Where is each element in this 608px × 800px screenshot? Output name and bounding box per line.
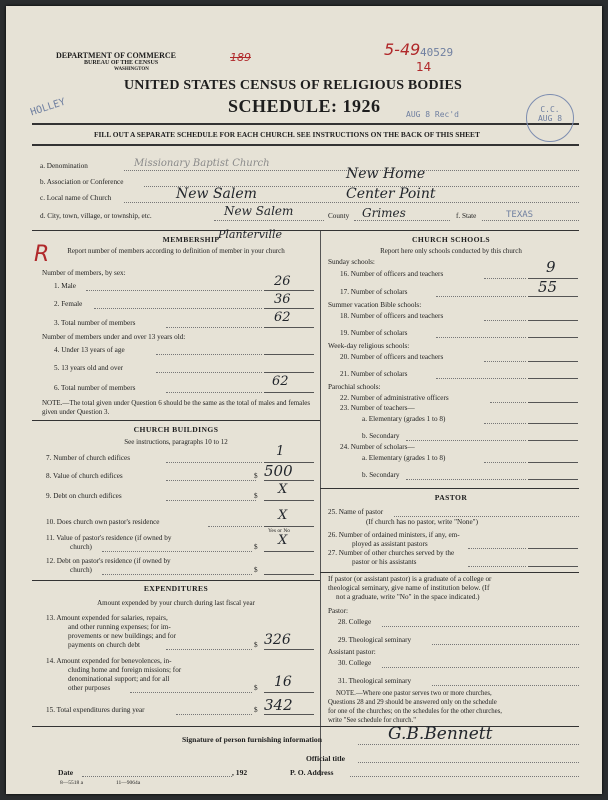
q17-value: 55 — [538, 278, 558, 296]
q25-note: (If church has no pastor, write "None") — [366, 518, 478, 526]
local-name-label: c. Local name of Church — [40, 194, 112, 202]
membership-rule — [32, 420, 320, 421]
column-divider — [320, 231, 321, 776]
q13-line-2: and other running expenses; for im- — [68, 623, 171, 631]
parochial-schools-label: Parochial schools: — [328, 383, 381, 391]
q10-value: X — [278, 508, 288, 523]
state-label: f. State — [456, 212, 477, 220]
bureau-label: BUREAU OF THE CENSUS — [84, 60, 159, 66]
buildings-heading: CHURCH BUILDINGS — [133, 425, 219, 434]
q14-dollar: $ — [254, 684, 258, 692]
q8-dots — [166, 480, 256, 481]
q13-line-4: payments on church debt — [68, 641, 141, 649]
q7-edifices: 7. Number of church edifices — [46, 454, 131, 462]
q13-dots — [166, 649, 252, 650]
q5-13-and-over: 5. 13 years old and over — [54, 364, 124, 372]
q2-dots — [94, 308, 262, 309]
signature-value: G.B.Bennett — [388, 724, 493, 744]
schools-heading: CHURCH SCHOOLS — [412, 235, 490, 244]
q4-dots — [156, 354, 262, 355]
q23-teachers: 23. Number of teachers— — [340, 404, 415, 412]
official-title-line — [358, 762, 579, 763]
q14-value: 16 — [274, 674, 292, 690]
q9-dots — [166, 500, 256, 501]
expenditures-heading: EXPENDITURES — [143, 584, 209, 593]
association-label: b. Association or Conference — [40, 178, 124, 186]
q19-answer-line — [528, 337, 578, 338]
form-number: 8—5518 a — [60, 780, 84, 786]
q3-value: 62 — [274, 310, 291, 325]
q9-debt-edifices: 9. Debt on church edifices — [46, 492, 122, 500]
yes-or-no-hint: Yes or No — [268, 528, 291, 534]
city-label-d: d. City, town, village, or township, etc. — [40, 212, 152, 220]
denomination-value: Missionary Baptist Church — [134, 158, 270, 169]
q14-line-2: cluding home and foreign missions; for — [68, 666, 182, 674]
q2-female: 2. Female — [54, 300, 83, 308]
q23b-answer-line — [528, 440, 578, 441]
q22-admin-officers: 22. Number of administrative officers — [340, 394, 449, 402]
q17-answer-line — [528, 296, 578, 297]
q3-total: 3. Total number of members — [54, 319, 136, 327]
serial-stamp: 40529 — [420, 46, 454, 59]
q15-dots — [176, 714, 252, 715]
q24b-answer-line — [528, 479, 578, 480]
city-value: New Salem — [224, 204, 294, 218]
q12-line-2: church) — [70, 566, 92, 574]
q27-dots — [468, 566, 526, 567]
instructions-banner: FILL OUT A SEPARATE SCHEDULE FOR EACH CHURCH. SEE INSTRUCTIONS ON THE BACK OF THIS SHEET — [94, 130, 480, 139]
q11-answer-line — [264, 551, 314, 552]
q18-dots — [484, 320, 526, 321]
q6-value: 62 — [272, 374, 289, 389]
local-name-value-1: New Salem — [176, 186, 257, 202]
schools-subheading: Report here only schools conducted by this church — [380, 247, 522, 255]
pastor-rule — [320, 572, 579, 573]
q24a-elementary: a. Elementary (grades 1 to 8) — [362, 454, 446, 462]
pastor-note-2: Questions 28 and 29 should be answered only on the schedule — [328, 699, 497, 706]
graduate-instructions-2: theological seminary, give name of institution below. (If — [328, 584, 490, 592]
q27-line-2: pastor or his assistants — [352, 558, 417, 566]
q12-answer-line — [264, 574, 314, 575]
header-rule-top — [32, 123, 579, 125]
q6-total: 6. Total number of members — [54, 384, 136, 392]
round-stamp-text-1: C.C. — [540, 105, 560, 114]
membership-subheading: Report number of members according to definition of member in your church — [67, 247, 285, 255]
q24-scholars: 24. Number of scholars— — [340, 443, 415, 451]
q14-line-3: denominational support; and for all — [68, 675, 170, 683]
official-title-label: Official title — [306, 754, 346, 763]
schedule-title: SCHEDULE: 1926 — [228, 96, 381, 116]
q17-dots — [436, 296, 526, 297]
pastor-note-3: for one of the churches; on the schedules for the other churches, — [328, 708, 503, 715]
q23b-dots — [406, 440, 526, 441]
buildings-rule — [32, 580, 320, 581]
membership-heading: MEMBERSHIP — [162, 235, 220, 244]
assistant-pastor-subhead: Assistant pastor: — [328, 648, 376, 656]
graduate-instructions-1: If pastor (or assistant pastor) is a graduate of a college or — [328, 575, 492, 583]
holley-stamp: HOLLEY — [29, 96, 67, 119]
q24a-answer-line — [528, 462, 578, 463]
q11-value: X — [278, 533, 288, 548]
round-stamp — [526, 94, 574, 142]
q20-dots — [484, 361, 526, 362]
q12-line-1: 12. Debt on pastor's residence (if owned by — [46, 557, 171, 565]
q4-under-13: 4. Under 13 years of age — [54, 346, 125, 354]
q2-answer-line — [264, 308, 314, 309]
q19-scholars: 19. Number of scholars — [340, 329, 408, 337]
q31-seminary: 31. Theological seminary — [338, 677, 412, 685]
pastor-note-1: NOTE.—Where one pastor serves two or more churches, — [336, 690, 492, 697]
q5-dots — [156, 372, 262, 373]
q30-college: 30. College — [338, 659, 372, 667]
denomination-label: a. Denomination — [40, 162, 88, 170]
red-subnumber: 14 — [416, 60, 432, 74]
q13-value: 326 — [264, 632, 291, 648]
city-line — [214, 220, 324, 221]
po-address-label: P. O. Address — [290, 768, 334, 777]
schools-rule — [320, 488, 579, 489]
q15-value: 342 — [264, 696, 293, 714]
q23a-dots — [484, 423, 526, 424]
top-number: 189 — [230, 51, 251, 64]
q13-line-1: 13. Amount expended for salaries, repairs, — [46, 614, 168, 622]
state-line — [482, 220, 579, 221]
q27-line-1: 27. Number of other churches served by the — [328, 549, 455, 557]
q1-dots — [86, 290, 262, 291]
q3-answer-line — [264, 327, 314, 328]
q8-answer-line — [264, 480, 314, 481]
q8-value: 500 — [264, 462, 293, 480]
q22-dots — [490, 402, 526, 403]
q15-answer-line — [264, 714, 314, 715]
q11-line-2: church) — [70, 543, 92, 551]
q7-dots — [166, 462, 262, 463]
print-number: 11—9064a — [116, 780, 141, 786]
census-schedule-sheet — [6, 6, 602, 794]
q3-dots — [166, 327, 262, 328]
signature-line — [358, 744, 579, 745]
q13-answer-line — [264, 649, 314, 650]
q24b-dots — [406, 479, 526, 480]
local-name-line — [124, 202, 579, 203]
q13-dollar: $ — [254, 641, 258, 649]
pastor-subhead: Pastor: — [328, 607, 348, 615]
q8-value-edifices: 8. Value of church edifices — [46, 472, 123, 480]
local-name-value-2: Center Point — [346, 186, 436, 202]
q25-pastor-name: 25. Name of pastor — [328, 508, 384, 516]
q1-male: 1. Male — [54, 282, 76, 290]
expenditures-subheading: Amount expended by your church during last fiscal year — [97, 599, 255, 607]
q29-seminary: 29. Theological seminary — [338, 636, 412, 644]
q21-answer-line — [528, 378, 578, 379]
q1-answer-line — [264, 290, 314, 291]
q26-answer-line — [528, 548, 578, 549]
received-stamp: AUG 8 Rec'd — [406, 110, 459, 119]
q12-dollar: $ — [254, 566, 258, 574]
membership-note: NOTE.—The total given under Question 6 should be the same as the total of males and females given under Question 3. — [42, 399, 311, 416]
county-label: County — [328, 212, 350, 220]
q9-value: X — [278, 482, 288, 497]
q31-dots — [432, 685, 579, 686]
q14-line-1: 14. Amount expended for benevolences, in- — [46, 657, 172, 665]
q9-dollar: $ — [254, 492, 258, 500]
q10-dots — [208, 526, 262, 527]
q6-answer-line — [264, 392, 314, 393]
q6-dots — [166, 392, 262, 393]
round-stamp-text-2: AUG 8 — [537, 114, 563, 123]
q26-dots — [468, 548, 526, 549]
q20-answer-line — [528, 361, 578, 362]
q21-dots — [436, 378, 526, 379]
members-under-over: Number of members under and over 13 years old: — [42, 333, 186, 341]
pastor-note-4: write "See schedule for church." — [328, 717, 417, 724]
county-line — [354, 220, 450, 221]
date-label: Date — [58, 768, 74, 777]
q28-college: 28. College — [338, 618, 372, 626]
city-label: WASHINGTON — [114, 67, 149, 72]
q2-value: 36 — [274, 292, 291, 307]
q18-officers: 18. Number of officers and teachers — [340, 312, 444, 320]
q23a-elementary: a. Elementary (grades 1 to 8) — [362, 415, 446, 423]
members-by-sex: Number of members, by sex: — [42, 269, 126, 277]
header-rule-bottom — [32, 144, 579, 146]
date-line — [82, 776, 232, 777]
date-year: , 192 — [232, 768, 248, 777]
q11-dots — [102, 551, 252, 552]
sunday-schools-label: Sunday schools: — [328, 258, 375, 266]
q30-dots — [382, 667, 579, 668]
q18-answer-line — [528, 320, 578, 321]
graduate-instructions-3: not a graduate, write "No" in the space indicated.) — [336, 593, 480, 601]
identity-rule — [32, 230, 579, 231]
association-value: New Home — [346, 166, 426, 182]
department-label: DEPARTMENT OF COMMERCE — [56, 51, 177, 60]
q28-dots — [382, 626, 579, 627]
county-value: Grimes — [362, 206, 406, 220]
q22-answer-line — [528, 402, 578, 403]
q14-line-4: other purposes — [68, 684, 111, 692]
q15-dollar: $ — [254, 706, 258, 714]
q26-line-1: 26. Number of ordained ministers, if any, em- — [328, 531, 460, 539]
q5-answer-line — [264, 372, 314, 373]
q17-scholars: 17. Number of scholars — [340, 288, 408, 296]
q16-dots — [484, 278, 526, 279]
q27-answer-line — [528, 566, 578, 567]
q29-dots — [432, 644, 579, 645]
buildings-subheading: See instructions, paragraphs 10 to 12 — [124, 438, 228, 446]
state-value: TEXAS — [506, 210, 534, 220]
q19-dots — [436, 337, 526, 338]
weekday-schools-label: Week-day religious schools: — [328, 342, 410, 350]
q13-line-3: provements or new buildings; and for — [68, 632, 176, 640]
pastor-heading: PASTOR — [434, 493, 468, 502]
signature-label: Signature of person furnishing information — [182, 735, 322, 744]
q16-officers: 16. Number of officers and teachers — [340, 270, 444, 278]
q9-answer-line — [264, 500, 314, 501]
q14-dots — [130, 692, 252, 693]
q21-scholars: 21. Number of scholars — [340, 370, 408, 378]
q11-line-1: 11. Value of pastor's residence (if owned by — [46, 534, 172, 542]
red-r-mark: R — [34, 242, 50, 267]
q11-dollar: $ — [254, 543, 258, 551]
q12-dots — [102, 574, 252, 575]
form-title: UNITED STATES CENSUS OF RELIGIOUS BODIES — [124, 78, 463, 93]
q10-owns-residence: 10. Does church own pastor's residence — [46, 518, 160, 526]
membership-margin-note: Planterville — [218, 228, 283, 241]
footer-rule — [32, 726, 579, 727]
q20-officers: 20. Number of officers and teachers — [340, 353, 444, 361]
q25-dots — [394, 516, 579, 517]
q26-line-2: ployed as assistant pastors — [352, 540, 428, 548]
q23b-secondary: b. Secondary — [362, 432, 400, 440]
q14-answer-line — [264, 692, 314, 693]
q8-dollar: $ — [254, 472, 258, 480]
red-number: 5-49 — [384, 40, 421, 59]
q24b-secondary: b. Secondary — [362, 471, 400, 479]
q15-total-expenditures: 15. Total expenditures during year — [46, 706, 145, 714]
summer-schools-label: Summer vacation Bible schools: — [328, 301, 422, 309]
q7-value: 1 — [276, 444, 285, 459]
q1-value: 26 — [274, 274, 291, 289]
q23a-answer-line — [528, 423, 578, 424]
po-address-line — [350, 776, 579, 777]
q16-value: 9 — [546, 258, 556, 276]
q24a-dots — [484, 462, 526, 463]
q4-answer-line — [264, 354, 314, 355]
